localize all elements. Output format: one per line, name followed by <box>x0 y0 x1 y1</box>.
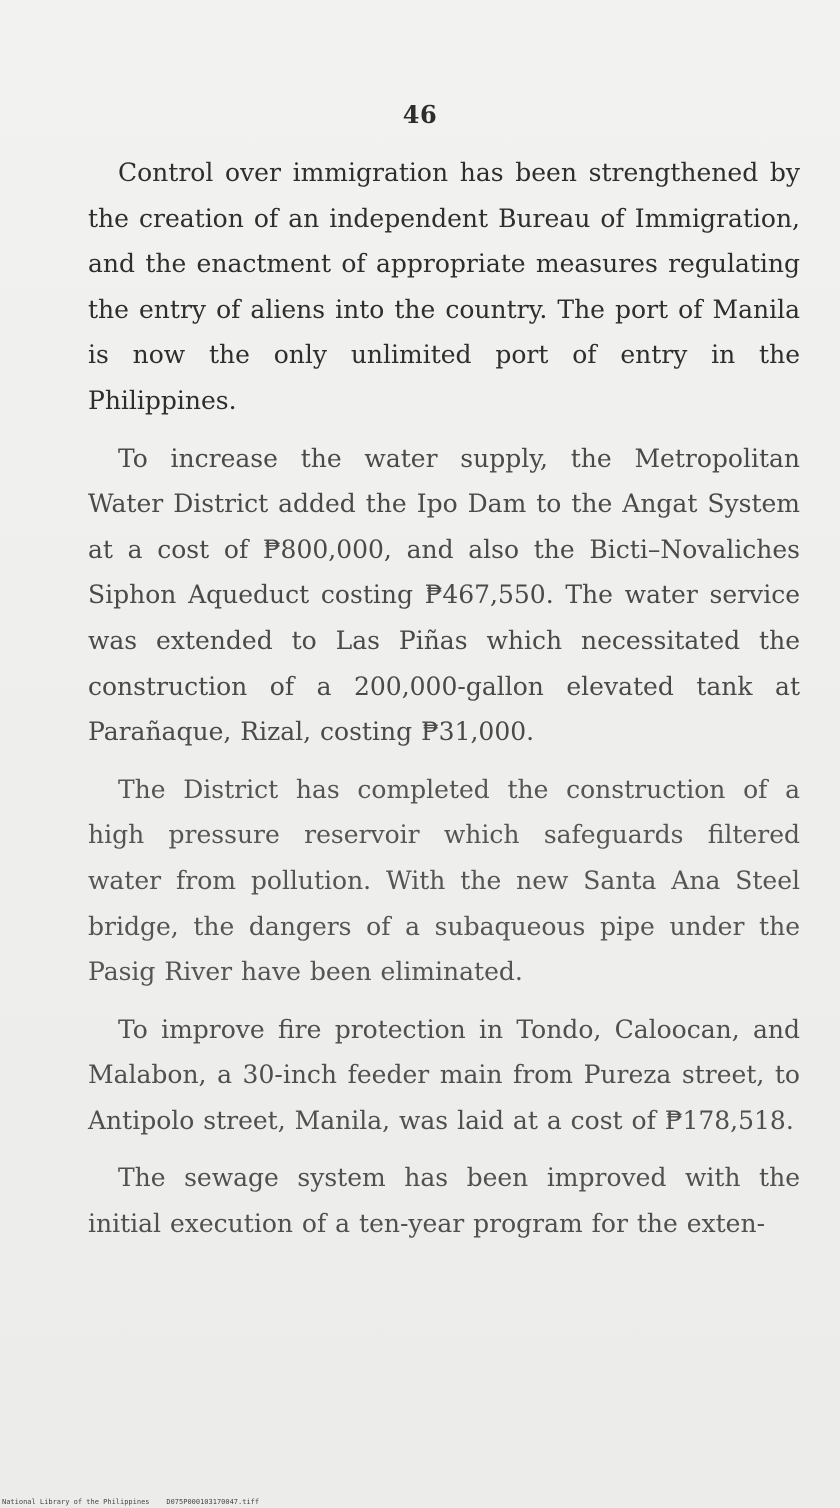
footer-library: National Library of the Philippines <box>2 1498 150 1506</box>
paragraph-water-supply: To increase the water supply, the Metropolitan Water District added the Ipo Dam to the Angat System at a cost of ₱800,000, and also the Bicti–Novaliches Siphon Aqueduct costing ₱467,550. The water service was extended to Las Piñas which necessitated the construction of a 200,000-gallon elevated tank at Parañaque, Rizal, costing ₱31,000. <box>88 443 800 747</box>
scan-footer <box>2 1498 259 1506</box>
paragraph-sewage: The sewage system has been improved with the initial execution of a ten-year program for the exten- <box>88 1163 800 1239</box>
paragraph-immigration: Control over immigration has been strengthened by the creation of an independent Bureau of Immigration, and the enactment of appropriate measures regulating the entry of aliens into the country. The port of Manila is now the only unlimited port of entry in the Philippines. <box>88 158 800 415</box>
page-number: 46 <box>402 100 438 129</box>
body-text <box>88 150 800 1259</box>
footer-file-id: D075P000103170047.tiff <box>166 1498 260 1506</box>
paragraph-fire-protection: To improve fire protection in Tondo, Caloocan, and Malabon, a 30-inch feeder main from Pureza street, to Antipolo street, Manila, was laid at a cost of ₱178,518. <box>88 1014 800 1135</box>
paragraph-reservoir: The District has completed the construction of a high pressure reservoir which safeguards filtered water from pollution. With the new Santa Ana Steel bridge, the dangers of a subaqueous pipe under the Pasig River have been eliminated. <box>88 774 800 987</box>
